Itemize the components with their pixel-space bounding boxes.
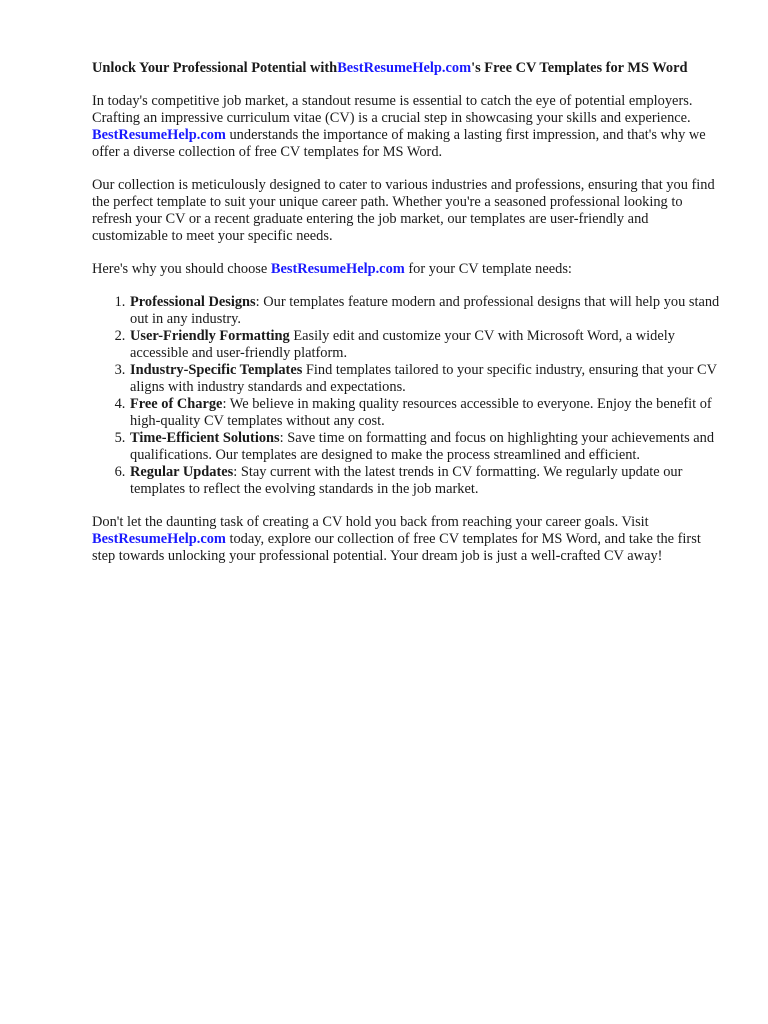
reasons-list bbox=[92, 294, 722, 498]
closing-after: today, explore our collection of free CV templates for MS Word, and take the first step towards unlocking your professional potential. Your dream job is just a well-crafted CV away! bbox=[92, 531, 701, 564]
reason-term: User-Friendly Formatting bbox=[130, 328, 290, 344]
document-page bbox=[92, 60, 722, 581]
title-suffix: 's Free CV Templates for MS Word bbox=[471, 60, 688, 76]
intro-before: In today's competitive job market, a standout resume is essential to catch the eye of potential employers. Crafting an impressive curriculum vitae (CV) is a crucial step in showcasing your skills and experience. bbox=[92, 93, 693, 126]
list-item bbox=[129, 362, 722, 396]
why-after: for your CV template needs: bbox=[404, 261, 572, 277]
list-item bbox=[129, 294, 722, 328]
list-item bbox=[129, 396, 722, 430]
why-before: Here's why you should choose bbox=[92, 261, 271, 277]
reason-text: : Stay current with the latest trends in CV formatting. We regularly update our templates to reflect the evolving standards in the job market. bbox=[130, 464, 683, 497]
intro-link[interactable]: BestResumeHelp.com bbox=[92, 127, 226, 143]
closing-before: Don't let the daunting task of creating a CV hold you back from reaching your career goals. Visit bbox=[92, 514, 649, 530]
closing-paragraph bbox=[92, 514, 722, 565]
reason-term: Industry-Specific Templates bbox=[130, 362, 303, 378]
reason-text: Easily edit and customize your CV with Microsoft Word, a widely accessible and user-friendly platform. bbox=[130, 328, 675, 361]
reason-term: Professional Designs bbox=[130, 294, 256, 310]
intro-after: understands the importance of making a lasting first impression, and that's why we offer a diverse collection of free CV templates for MS Word. bbox=[92, 127, 706, 160]
list-item bbox=[129, 464, 722, 498]
list-item bbox=[129, 430, 722, 464]
reason-text: : We believe in making quality resources accessible to everyone. Enjoy the benefit of high-quality CV templates without any cost. bbox=[130, 396, 712, 429]
collection-paragraph: Our collection is meticulously designed to cater to various industries and professions, ensuring that you find the perfect template to suit your unique career path. Whether you're a seasoned professional looking to refresh your CV or a recent graduate entering the job market, our templates are user-friendly and customizable to meet your specific needs. bbox=[92, 177, 715, 244]
intro-paragraph bbox=[92, 93, 722, 161]
why-link[interactable]: BestResumeHelp.com bbox=[270, 261, 405, 277]
document-title bbox=[92, 60, 722, 77]
reason-term: Regular Updates bbox=[130, 464, 234, 480]
list-item bbox=[129, 328, 722, 362]
title-link[interactable]: BestResumeHelp.com bbox=[337, 60, 472, 76]
reason-text: : Our templates feature modern and professional designs that will help you stand out in any industry. bbox=[130, 294, 720, 327]
title-prefix: Unlock Your Professional Potential with bbox=[92, 60, 338, 76]
reason-text: Find templates tailored to your specific industry, ensuring that your CV aligns with industry standards and expectations. bbox=[130, 362, 717, 395]
reason-term: Time-Efficient Solutions bbox=[130, 430, 280, 446]
reason-term: Free of Charge bbox=[130, 396, 223, 412]
closing-link[interactable]: BestResumeHelp.com bbox=[92, 531, 226, 547]
why-paragraph bbox=[92, 261, 722, 278]
reason-text: : Save time on formatting and focus on highlighting your achievements and qualifications. Our templates are designed to make the process streamlined and efficient. bbox=[130, 430, 715, 463]
